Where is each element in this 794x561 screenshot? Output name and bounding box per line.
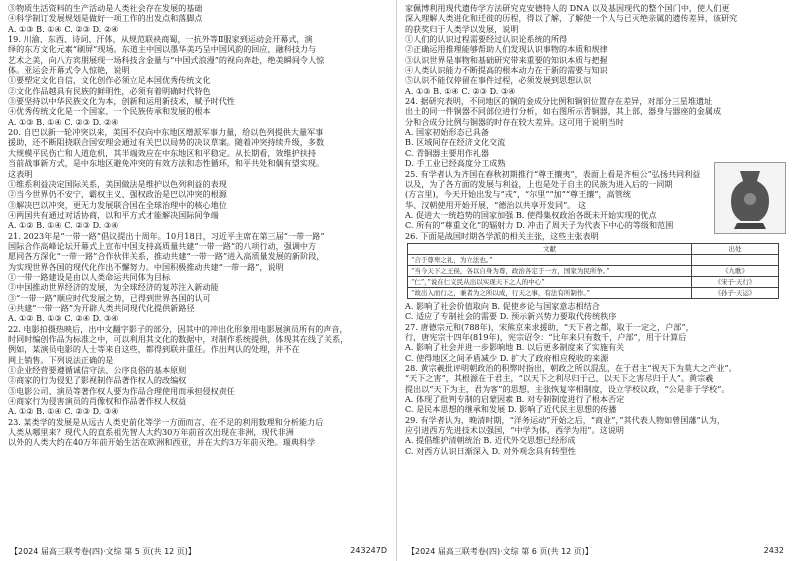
text-line: ②正确运用推理能够帮助人们发现认识事物的本质和规律 [405, 44, 608, 55]
right-bottom-text [405, 301, 788, 456]
text-line: 时同时编创作品为标准之中，可以利用其文化的数据中，对制作系统提供，体现其在线了关系， [8, 334, 349, 344]
text-line: A. ①② B. ①④ C. ②③ D. ③④ [8, 406, 119, 417]
text-line: 分和合成分比例与铜器的时存在较大差异。这可用于说明当时 [405, 116, 624, 127]
text-line: C. 所有的“尊重文化”的辐射力 D. 冲击了周天子为代表下中心的等级和范围 [405, 220, 674, 231]
text-line: A. 促进大一统趋势的国家加强 B. 使得集权政治各既未开始实现的优点 [405, 209, 657, 220]
text-line: A. ①② B. ①③ C. ②④ D. ③④ [8, 313, 119, 324]
text-line: 家佩博利用现代遗传学方法研究克安德特人的 DNA 以及基因现代的整个国门中，使人们更 [405, 3, 730, 13]
text-line: ④人类认识能力不断提高的根本动力在于新的需要与知识 [405, 65, 608, 76]
text-line: 26. 下面是战国时期各学派的相关主张，这些主张表明 [405, 230, 599, 241]
text-line: D. 手工业已经高度分工成熟 [405, 158, 506, 169]
text-line: ④商家行为侵害演员的肖像权和作品著作权人权益 [8, 396, 187, 407]
table-header-source: 出处 [692, 243, 779, 254]
text-line: 国际合作高峰论坛开幕式上宣布中国支持高质量共建“一带一路”的八项行动，强调中方 [8, 240, 317, 251]
text-line: A. 影响了社会并进一步影响地 B. 以后更多制度来了实施有关 [405, 342, 625, 353]
text-line: (方言里)，今天开始出发与“戎”，“尔里”“加”“尊王攘”，高管统 [405, 189, 631, 200]
text-line: 行，唐宪宗十四年(819年)，宪宗诏令：“比年来只有数千，户部”，用于计算后 [405, 331, 687, 342]
bronze-vessel-image [714, 162, 786, 234]
right-page [397, 0, 794, 561]
text-line: C. 适应了专制社会的需要 D. 预示新兴势力要取代传统秩序 [405, 311, 617, 322]
text-line: 这表明 [8, 168, 33, 179]
table-row [408, 276, 779, 287]
text-line: ②商家的行为侵犯了影视制作品著作权人的改编权 [8, 375, 187, 386]
text-line: 援助，还不断阻挠联合国安理会通过有关巴以局势的决议草案。随着冲突持续升级，多数 [8, 137, 325, 148]
text-line: A. 国家初始形态已具备 [405, 127, 489, 138]
text-line: ③解决巴以冲突，更无力发展联合国在全球治理中的核心地位 [8, 199, 227, 210]
text-line: 体。亚运会开幕式令人惊艳，说明 [8, 65, 130, 76]
text-line: 23. 某类学的发展是从远古人类史前化等学一方面而言，在不足的利用数理和分析能力后 [8, 416, 324, 427]
table-cell-source: 《宋子·天行》 [692, 276, 779, 287]
table-row [408, 265, 779, 276]
text-line: A. ①② B. ①④ C. ②③ D. ③④ [8, 220, 119, 231]
text-line: 人类从哪里来？现代人的直系祖先智人大约30万年前首次出现在非洲，现代非洲 [8, 427, 294, 438]
text-line: A. 体现了批判专制的启蒙因素 B. 对专制制度进行了根本否定 [405, 394, 625, 404]
right-footer-code: 2432 [763, 546, 784, 555]
left-footer-code: 243247D [350, 546, 387, 555]
table-cell-source [692, 254, 779, 265]
text-line: 20. 自巴以新一轮冲突以来，美国不仅向中东地区增派军事力量，给以色列提供大量军事 [8, 127, 324, 138]
right-footer-title: 【2024 届高三联考卷(四)·文综 第 6 页(共 12 页)】 [407, 547, 593, 556]
text-line: ④两国共有通过对话协商，以和平方式才能解决国际间争端 [8, 209, 219, 220]
text-line: 愿同各方深化“一带一路”合作伙伴关系，推动共建“一带一路”进入高质量发展的新阶段， [8, 251, 325, 262]
table-cell-text: “仁”，”说在仁义民从出以实现天下之人的中心” [408, 276, 692, 287]
text-line: C. 是民本思想的继承和发展 D. 影响了近代民主思想的传播 [405, 404, 617, 415]
text-line: ④科学制订发展规划是做好一项工作的出发点和落脚点 [8, 13, 203, 24]
text-line: ①维系利益决定国际关系，美国做法是维护以色列利益的表现 [8, 178, 227, 189]
table-cell-text: “当今天下之王侯，各以自身为尊，政治各定于一方，国家为民所争。” [408, 265, 692, 276]
text-line: ③物质生活资料的生产活动是人类社会存在发展的基础 [8, 3, 203, 13]
text-line: 华、汉朝使用开始开展，“德治以共享开发同”。 这 [405, 199, 587, 210]
text-line: 22. 电影拍摄热映后，出中文翻字影子的部分，因其中的冲出化形象用电影展演员所有的声音， [8, 323, 348, 334]
table-cell-source: 《孙子·天运》 [692, 287, 779, 298]
source-table [407, 243, 779, 299]
text-line: 绎的东方文化元素“刷屏”现场。东道主中国以墨华美巧呈中国风韵的回应，融科技力与 [8, 44, 317, 55]
text-line: A. ①③ B. ①④ C. ②③ D. ③④ [405, 85, 516, 96]
text-line: ④优秀传统文化是一个国家、一个民族传承和发展的根本 [8, 106, 211, 117]
text-line: 出土的同一件铜器不同部位进行分析，如右图所示青铜器，其上部，器身与器座的金属成 [405, 106, 722, 117]
left-footer-title: 【2024 届高三联考卷(四)·文综 第 5 页(共 12 页)】 [10, 547, 196, 556]
text-line: B. 区域间存在经济文化交流 [405, 137, 506, 148]
text-line: 为实现世界各国的现代化作出不懈努力。中国积极推动共建“一带一路”，说明 [8, 261, 284, 272]
text-line: 28. 黄宗羲批评明朝政治的积弊时指出，朝政之所以混乱，在于君主“视天下为莫大之产业”。 [405, 362, 737, 373]
table-cell-text: “故出入而行之，兼者为之所以成，行天之事，有法有所制作。” [408, 287, 692, 298]
table-body [408, 254, 779, 298]
text-line: ④共建“一带一路”为开辟人类共同现代化提供新路径 [8, 302, 195, 313]
text-line: 提出以“天下为主，君为客”的思想，主张恢复宰相制度，设立学校议政，“公是非于学校”。 [405, 383, 730, 394]
text-line: 24. 据研究表明，不同地区的铜的金成分比例和铜钥位置存在差异，对部分三星堆遗址 [405, 96, 713, 107]
table-cell-source: 《九歌》 [692, 265, 779, 276]
text-line: 的获奖归于人类学以发展，说明 [405, 23, 519, 34]
text-line: 29. 有学者认为，晚清时期，“洋务运动”开始之后，“商业”，”其代表人物如曾国藩”认为， [405, 414, 725, 425]
text-line: C. 使得地区之间矛盾减少 D. 扩大了政府相应税收的来源 [405, 352, 609, 363]
text-line: ①人们的认识过程需要经过认识论系统的所得 [405, 34, 568, 45]
text-line: C. 青铜器主要用作礼器 [405, 147, 490, 158]
text-line: 27. 唐德宗元和(788年)，宋熊京来求援助，“天下者之都，取于一定之，户部”， [405, 321, 694, 332]
text-line: C. 对西方认识日渐深入 D. 对外观念具有转型性 [405, 445, 576, 456]
text-line: 以及，为了各方面的发展与利益，上也是处于自主的民族为进入后的一同期 [405, 178, 673, 189]
text-line: 当前战事新方式，是中东地区避免冲突的有效方法和态性循环，和平共处和偶有望实现。 [8, 158, 325, 169]
text-line: 大规模平民伤亡和人道危机，其半端效应在中东地区和平稳定。从长期看，效维护扶持 [8, 147, 316, 158]
text-line: ③认识世界是事物和基础研究带来重要的知识本质与把握 [405, 54, 608, 65]
text-line: 例如，某演员电影的人士等来自这些，都得到联并重任。作出判认的处理，并不在 [8, 344, 300, 355]
left-footer [10, 546, 387, 557]
text-line: 应引进西方先进技术以强国，“中学为体，西学为用”。这说明 [405, 425, 624, 436]
text-line: ③“一带一路”顺应时代发展之势，已得到世界各国的认可 [8, 292, 211, 303]
text-line: A. 影响了社会价值取向 B. 促使乡论与国家意志相结合 [405, 300, 600, 311]
right-column [397, 0, 794, 561]
text-line: 网上销售。下列说法正确的是 [8, 354, 114, 365]
text-line: 艺术之美，向八方宾朋展现一场科技含金量与“中国式浪漫”的视向奔赴，绝美瞬间令人惊 [8, 54, 325, 65]
text-line: A. 提倡维护清朝统治 B. 近代外交思想已经形成 [405, 435, 576, 446]
bronze-vessel-icon [715, 163, 785, 233]
text-line: 25. 有学者认为齐国在春秋初期推行“尊王攘夷”，表面上看是齐桓公”弘扬共同利益 [405, 168, 701, 179]
text-line: ③电影公司、演员等著作权人要为作品合理使用而承担侵权责任 [8, 385, 235, 396]
text-line: ②当今世界仍不安宁，霸权主义、强权政治是巴以冲突的根源 [8, 189, 227, 200]
text-line: 深入理解人类进化和迁徙的历程，得以了解，了解使一个人与已灭绝亲属的遗传差异，该研究 [405, 13, 738, 24]
text-line: ①一带一路建设是由以人类命运共同体为目标 [8, 271, 171, 282]
text-line: A. ①③ B. ①④ C. ②③ D. ②④ [8, 116, 119, 127]
text-line: ①要塑定文化自信，文化创作必须立足本国优秀传统文化 [8, 75, 211, 86]
text-line: ②文化作品越具有民族的鲜明性，必须有着明确时代特色 [8, 85, 211, 96]
text-line: ③要坚持以中华民族文化为本，创新和运用新技术，赋予时代性 [8, 96, 235, 107]
table-cell-text: “合于尊卑之礼，为立法也。” [408, 254, 692, 265]
text-line: 19. 川渝、东西、诗词、汗体，从规范联袂商蜀，一抗外等Ⅱ服家到运动会开幕式，演 [8, 34, 313, 45]
text-line: “天下之害”，其根源在于君主，“以天下之利尽归于己，以天下之害尽归于人”。黄宗羲 [405, 373, 714, 384]
text-line: ①企业经营要遵循诚信守法、公序良俗的基本原则 [8, 365, 187, 376]
text-line: A. ①③ B. ①④ C. ②③ D. ②④ [8, 23, 119, 34]
text-line: 21. 2023年是“一带一路”倡议提出十周年。10月18日，习近平主席在第三届“一带一路” [8, 230, 325, 241]
text-line: 以外的人类大约在40万年前开始生活在欧洲和西亚，并在大约3万年前灭绝。瑞典科学 [8, 437, 316, 448]
right-footer [407, 546, 784, 557]
text-line: ②中国推动世界经济的发展，为全球经济的复苏注入新动能 [8, 282, 219, 293]
table-row [408, 254, 779, 265]
table-header-text: 文献 [408, 243, 692, 254]
text-line: ⑤认识不能仅停留在事件过程，必须发展到思想认识 [405, 75, 592, 86]
table-row [408, 287, 779, 298]
